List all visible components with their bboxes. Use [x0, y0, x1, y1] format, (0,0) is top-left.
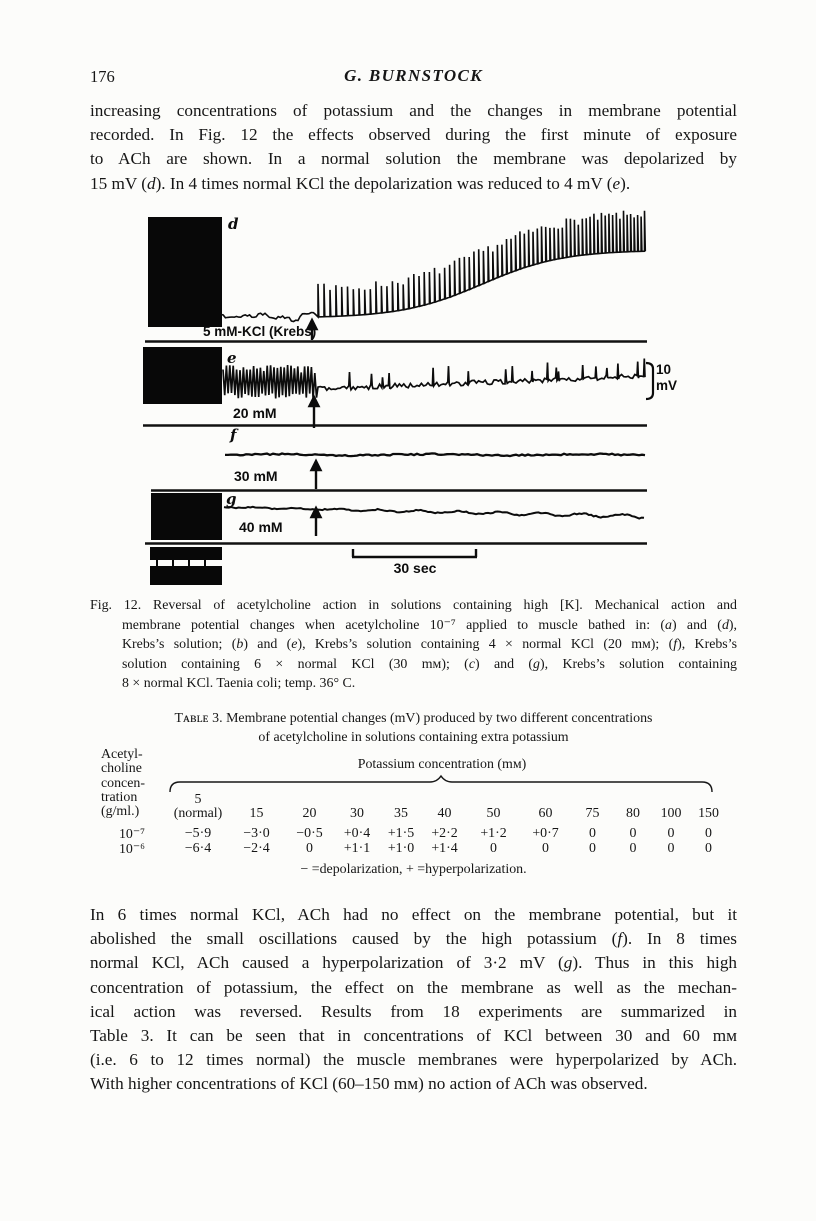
label-40mm: 40 mM [239, 519, 283, 535]
cell: +0·4 [343, 826, 371, 841]
row-label: 10⁻⁷ [118, 827, 146, 842]
application-arrows [308, 320, 321, 536]
row-label: 10⁻⁶ [118, 842, 146, 857]
voltage-scale-bracket [646, 363, 653, 399]
panel-letter-e: e [227, 349, 237, 367]
cell: −6·4 [184, 841, 212, 856]
photo-block-bottom-1 [150, 547, 222, 560]
header-cell: 30 [350, 806, 364, 821]
text-line: Table 3. It can be seen that in concentrations of KCl between 30 and 60 mᴍ [90, 1026, 737, 1046]
running-head-row [90, 66, 737, 88]
cell: 0 [490, 841, 497, 856]
photo-block-bottom-2 [150, 566, 222, 585]
table-brace [160, 771, 720, 797]
caption-line: Krebs’s solution; (b) and (e), Krebs’s solution containing 4 × normal KCl (20 mᴍ); (f), Krebs’s [122, 637, 737, 652]
cell: −2·4 [243, 841, 270, 856]
text-line: (i.e. 6 to 12 times normal) the muscle membranes were hyperpolarized by ACh. [90, 1050, 737, 1070]
stub-header-line: Acetyl- [101, 747, 143, 762]
cell: −0·5 [296, 826, 323, 841]
cell: 0 [306, 841, 313, 856]
panel-letter-d: d [228, 215, 239, 233]
text-line: ical action was reversed. Results from 18 experiments are summarized in [90, 1001, 737, 1021]
text-line: increasing concentrations of potassium and the changes in membrane potential [90, 101, 737, 120]
cell: +1·2 [480, 826, 507, 841]
table-title-line-2: of acetylcholine in solutions containing extra potassium [258, 730, 569, 745]
header-cell: (normal) [173, 806, 223, 821]
cell: +1·4 [431, 841, 458, 856]
header-cell: 15 [249, 806, 264, 821]
figure-caption [90, 596, 737, 694]
voltage-scale-label [656, 362, 677, 394]
cell: 0 [667, 826, 675, 841]
cell: +0·7 [532, 826, 559, 841]
text-line: to ACh are shown. In a normal solution the membrane was depolarized by [90, 149, 737, 169]
header-cell: 75 [585, 806, 600, 821]
table-group-header: Potassium concentration (mᴍ) [357, 757, 527, 772]
cell: +1·0 [387, 841, 415, 856]
header-cell: 60 [538, 806, 553, 821]
stub-header-line: concen- [101, 775, 145, 791]
text-line: 15 mV (d). In 4 times normal KCl the depolarization was reduced to 4 mV (e). [90, 173, 631, 193]
time-scale-bar [352, 549, 477, 557]
label-20mm: 20 mM [233, 405, 277, 421]
table-header-row [96, 806, 727, 822]
stub-header-line: tration [101, 789, 138, 805]
text-line: abolished the small oscillations caused by the high potassium (f). In 8 times [90, 929, 737, 949]
table-title-line-1: Tᴀʙʟᴇ 3. Membrane potential changes (mV) produced by two different concentrations [174, 711, 653, 726]
caption-line: 8 × normal KCl. Taenia coli; temp. 36° C. [122, 676, 356, 691]
trace-d [221, 211, 645, 322]
stub-header-line: (g/ml.) [101, 804, 140, 820]
voltage-scale-value: 10 [656, 362, 672, 377]
text-line: With higher concentrations of KCl (60–150 mᴍ) no action of ACh was observed. [90, 1074, 648, 1094]
cell: 0 [629, 841, 637, 856]
cell: 0 [667, 841, 675, 856]
cell: +1·5 [387, 826, 415, 841]
panel-letter-g: g [226, 490, 237, 508]
header-cell: 150 [698, 806, 719, 821]
header-cell: 40 [437, 806, 452, 821]
cell: 0 [629, 826, 637, 841]
table-row [96, 841, 727, 858]
trace-f [225, 453, 645, 456]
photo-block-g [151, 493, 222, 540]
header-cell: 80 [626, 806, 640, 821]
cell: 0 [542, 841, 549, 856]
text-line: concentration of potassium, the effect on the membrane as well as the mechan- [90, 977, 737, 997]
cell: −3·0 [243, 826, 270, 841]
text-line: normal KCl, ACh caused a hyperpolarization of 3·2 mV (g). Thus in this high [90, 953, 738, 973]
table-footnote: − =depolarization, + =hyperpolarization. [300, 862, 527, 877]
text-line: In 6 times normal KCl, ACh had no effect on the membrane potential, but it [90, 905, 737, 924]
photo-block-d [148, 217, 222, 327]
label-30mm: 30 mM [234, 468, 278, 484]
paragraph-bottom [90, 903, 737, 1097]
cell: 0 [589, 841, 596, 856]
photo-block-e [143, 347, 222, 404]
label-krebs: 5 mM-KCl (Krebs) [203, 324, 317, 339]
header-cell: 100 [660, 806, 682, 821]
trace-e [223, 359, 645, 399]
trace-g [224, 507, 644, 519]
header-cell: 35 [394, 806, 408, 821]
table-col-sub-5: 5 [194, 792, 202, 807]
header-cell: 20 [302, 806, 317, 821]
caption-line: Fig. 12. Reversal of acetylcholine action in solutions containing high [K]. Mechanical action and [90, 598, 737, 613]
time-scale-label: 30 sec [393, 560, 437, 576]
panel-letter-f: f [230, 426, 237, 444]
figure-traces-canvas [140, 210, 700, 595]
header-cell [96, 806, 168, 822]
voltage-scale-unit: mV [656, 378, 678, 393]
caption-line: membrane potential changes when acetylcholine 10⁻⁷ applied to muscle bathed in: (a) and (d), [122, 617, 737, 633]
caption-line: solution containing 6 × normal KCl (30 mᴍ); (c) and (g), Krebs’s solution containing [122, 656, 738, 672]
cell: 0 [705, 826, 712, 841]
cell: +1·1 [343, 841, 371, 856]
text-line: recorded. In Fig. 12 the effects observed during the first minute of exposure [90, 125, 737, 145]
cell: +2·2 [431, 826, 458, 841]
cell: −5·9 [184, 826, 212, 841]
time-tick-marks [157, 560, 205, 566]
running-head-title: G. BURNSTOCK [344, 66, 483, 85]
header-cell: 50 [486, 806, 501, 821]
page-number: 176 [90, 67, 115, 86]
stub-header-line: choline [101, 761, 142, 777]
paragraph-top [90, 99, 737, 196]
cell: 0 [705, 841, 712, 856]
cell: 0 [589, 826, 596, 841]
